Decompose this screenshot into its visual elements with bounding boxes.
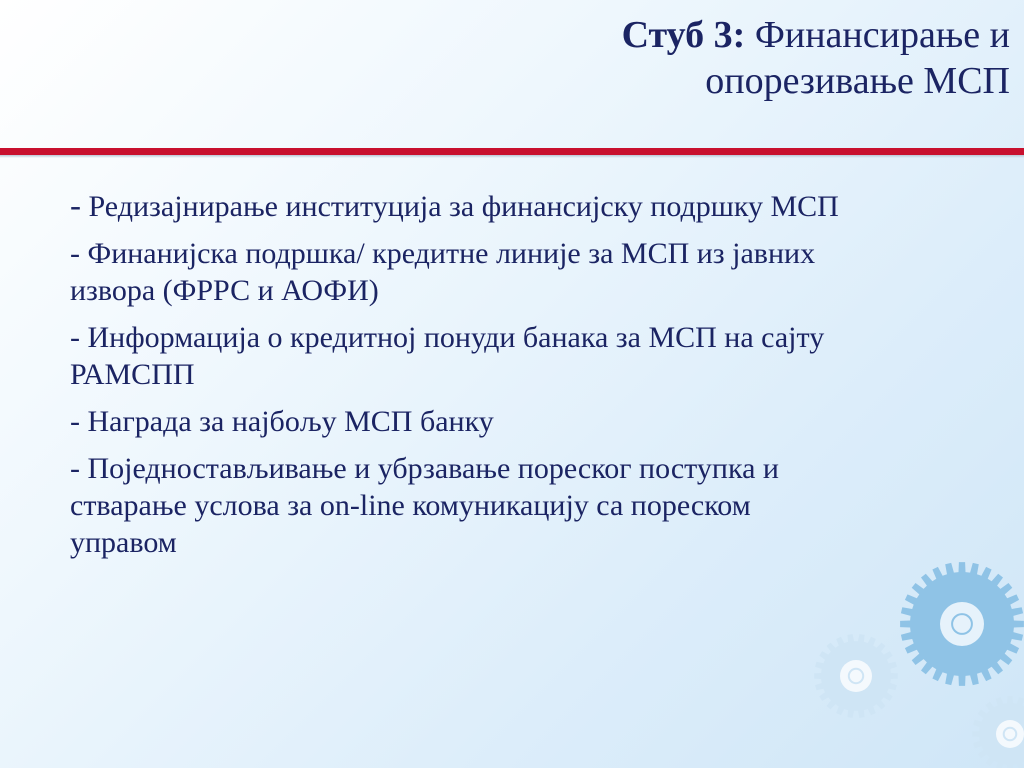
bullet-list [70,188,860,571]
list-item [70,403,860,440]
gear-icon-small [972,696,1024,768]
bullet-dash: - [70,321,80,354]
title-divider [0,148,1024,155]
title-line1: Финансирање и [745,14,1010,56]
bullet-text: Редизајнирање институција за финансијску подршку МСП [81,190,839,223]
list-item [70,319,860,393]
bullet-text: Информација о кредитној понуди банака за МСП на сајту РАМСПП [70,321,825,391]
gear-icon-large [900,562,1024,686]
bullet-text: Финанијска подршка/ кредитне линије за МСП из јавних извора (ФРРС и АОФИ) [70,237,816,307]
bullet-text: Награда за најбољу МСП банку [80,405,494,438]
title-divider-shadow [0,155,1024,158]
bullet-dash: - [70,452,80,485]
list-item [70,235,860,309]
gears-decoration [800,540,1024,768]
title-line2: опорезивање МСП [705,60,1010,102]
list-item [70,450,860,561]
list-item [70,188,860,225]
bullet-dash: - [70,405,80,438]
bullet-dash: - [70,237,80,270]
gear-icon-medium [814,634,898,718]
bullet-dash: - [70,188,81,224]
title-bold: Стуб 3: [621,14,746,56]
bullet-text: Поједностављивање и убрзавање пореског поступка и стварање услова за on-line комуникацију са пореском управом [70,452,779,559]
slide-title [310,12,1010,104]
